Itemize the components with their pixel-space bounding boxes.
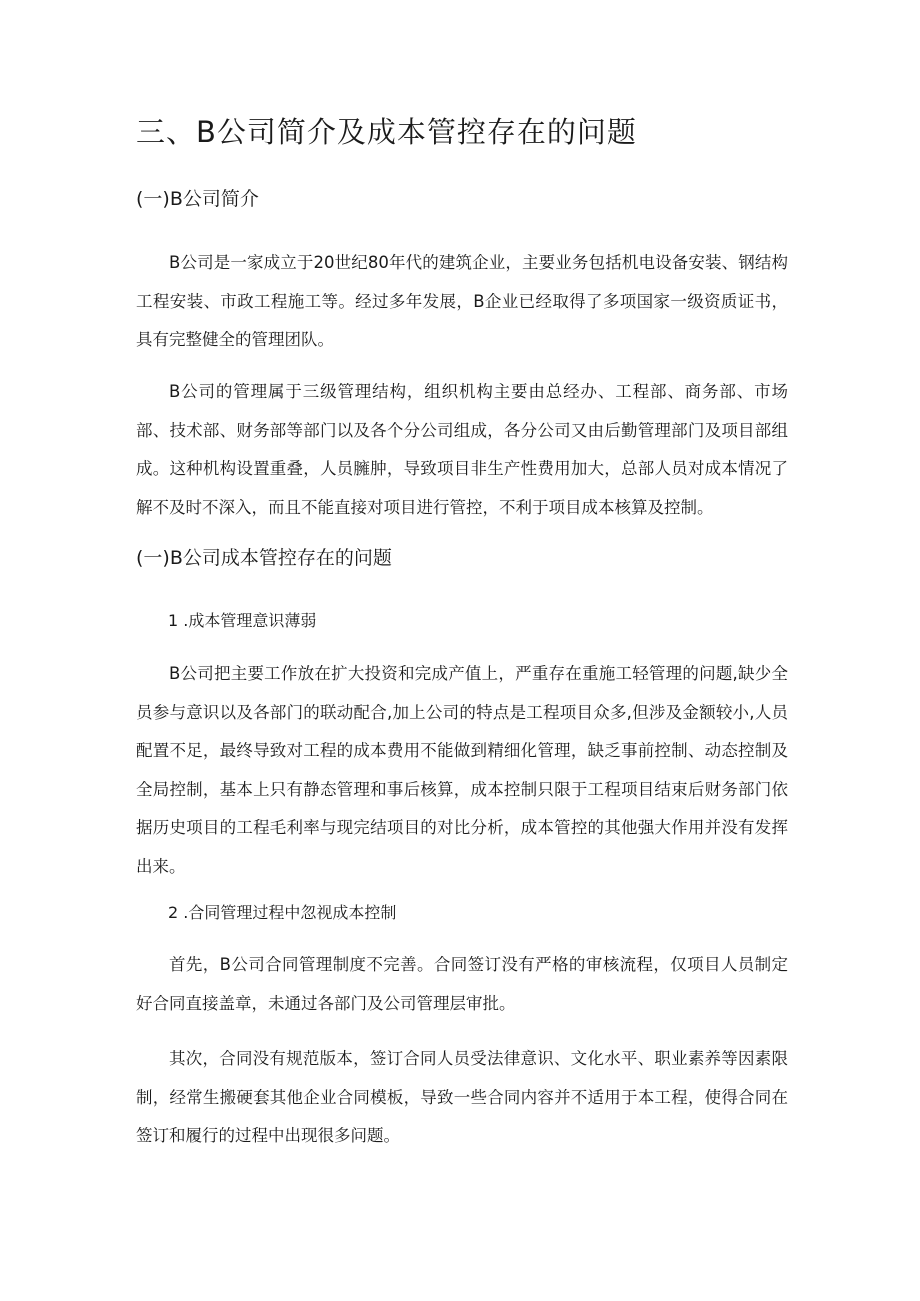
paragraph-intro-2: B公司的管理属于三级管理结构，组织机构主要由总经办、工程部、商务部、市场部、技术部、财务部等部门以及各个分公司组成，各分公司又由后勤管理部门及项目部组成。这种机构设置重叠，人员臃肿，导致项目非生产性费用加大，总部人员对成本情况了解不及时不深入，而且不能直接对项目进行管控，不利于项目成本核算及控制。 [136,382,788,517]
subsection-heading-awareness: 1 .成本管理意识薄弱 [168,611,317,630]
paragraph-contract-2: 其次，合同没有规范版本，签订合同人员受法律意识、文化水平、职业素养等因素限制，经常生搬硬套其他企业合同模板，导致一些合同内容并不适用于本工程，使得合同在签订和履行的过程中出现很多问题。 [136,1049,788,1145]
section-heading-problems: (一)B公司成本管控存在的问题 [136,547,392,569]
document-title: 三、B公司简介及成本管控存在的问题 [136,115,637,149]
paragraph-awareness: B公司把主要工作放在扩大投资和完成产值上，严重存在重施工轻管理的问题,缺少全员参与意识以及各部门的联动配合,加上公司的特点是工程项目众多,但涉及金额较小,人员配置不足，最终导致对工程的成本费用不能做到精细化管理，缺乏事前控制、动态控制及全局控制，基本上只有静态管理和事后核算，成本控制只限于工程项目结束后财务部门依据历史项目的工程毛利率与现完结项目的对比分析，成本管控的其他强大作用并没有发挥出来。 [136,664,788,876]
section-heading-intro: (一)B公司简介 [136,188,259,210]
paragraph-intro-1: B公司是一家成立于20世纪80年代的建筑企业，主要业务包括机电设备安装、钢结构工程安装、市政工程施工等。经过多年发展，B企业已经取得了多项国家一级资质证书，具有完整健全的管理团队。 [136,253,788,349]
paragraph-contract-1: 首先，B公司合同管理制度不完善。合同签订没有严格的审核流程，仅项目人员制定好合同直接盖章，未通过各部门及公司管理层审批。 [136,955,788,1013]
subsection-heading-contract: 2 .合同管理过程中忽视成本控制 [168,903,397,922]
